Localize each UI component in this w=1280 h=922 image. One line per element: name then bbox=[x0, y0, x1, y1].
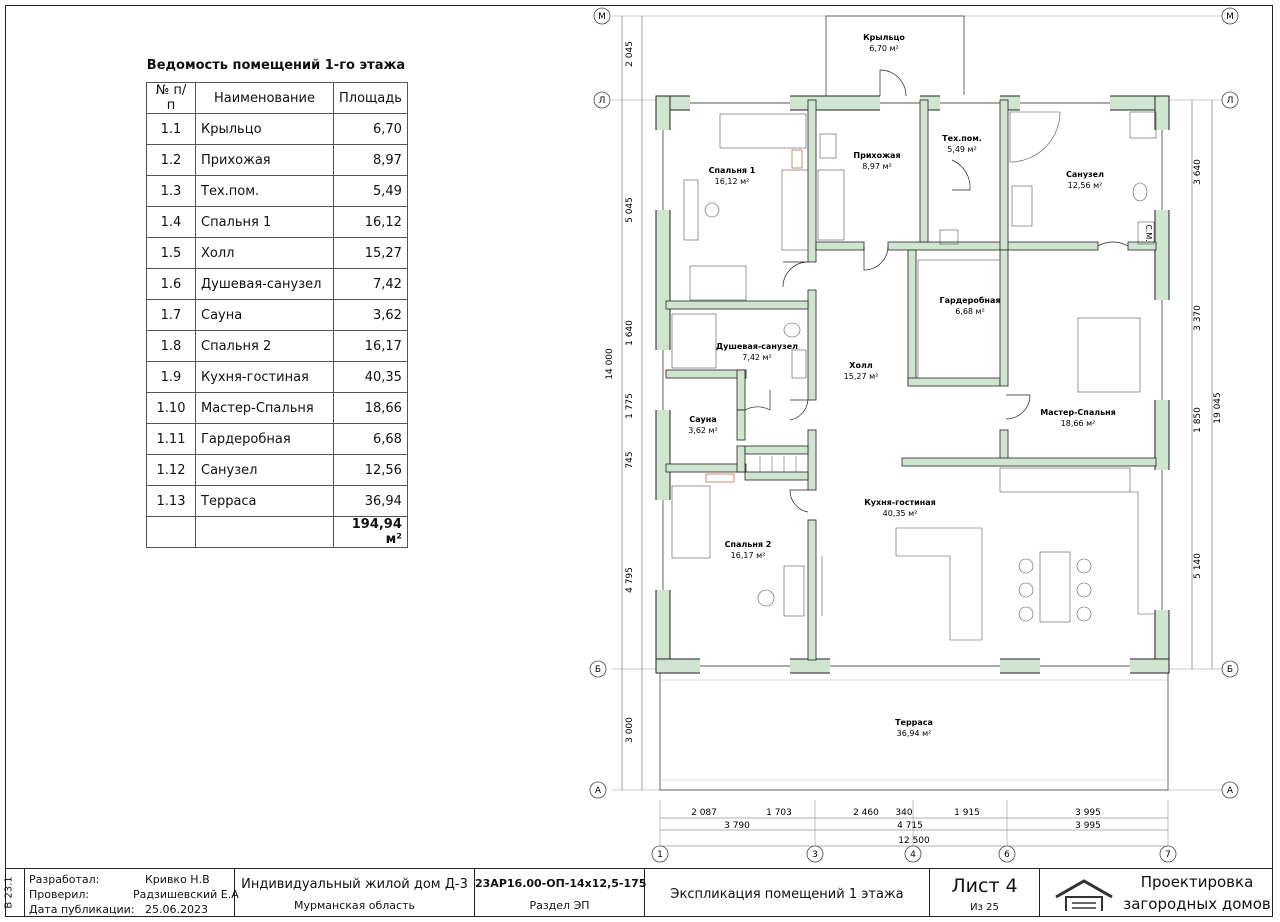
row-area: 15,27 bbox=[334, 238, 408, 269]
dim-right-total: 19 045 bbox=[1213, 392, 1223, 424]
dim-right-1: 3 640 bbox=[1193, 159, 1203, 185]
room-shower-area: 7,42 м² bbox=[742, 353, 772, 362]
header-area: Площадь bbox=[334, 83, 408, 114]
dim-left-5: 745 bbox=[625, 451, 635, 469]
bed-bedroom1 bbox=[720, 114, 806, 148]
bed-master bbox=[1078, 318, 1140, 392]
tb-label-developer: Разработал: bbox=[29, 873, 100, 886]
dim-left-6: 4 795 bbox=[625, 567, 635, 593]
row-name: Гардеробная bbox=[196, 424, 334, 455]
dim-bottom-7: 3 790 bbox=[724, 821, 750, 831]
room-sauna-name: Сауна bbox=[689, 415, 717, 424]
dim-bottom-2: 1 703 bbox=[766, 808, 792, 818]
tb-sheet-cell bbox=[930, 869, 1040, 917]
row-name: Душевая-санузел bbox=[196, 269, 334, 300]
chair-bedroom2 bbox=[758, 590, 774, 606]
door-shower bbox=[790, 400, 808, 420]
schedule-title: Ведомость помещений 1-го этажа bbox=[146, 58, 406, 73]
door-entrance bbox=[880, 70, 906, 96]
dim-bottom-4: 340 bbox=[895, 808, 913, 818]
axis-L-left: Л bbox=[598, 96, 606, 106]
row-area: 36,94 bbox=[334, 486, 408, 517]
room-terrace-name: Терраса bbox=[895, 718, 933, 727]
bed-bedroom2 bbox=[672, 486, 710, 558]
door-master bbox=[1006, 395, 1030, 419]
tb-sheet-title-cell bbox=[645, 869, 930, 917]
desk-bedroom1 bbox=[684, 180, 698, 240]
dim-right-4: 5 140 bbox=[1193, 553, 1203, 579]
tb-sheet-total: Из 25 bbox=[970, 902, 999, 913]
room-kitchen-name: Кухня-гостиная bbox=[864, 498, 936, 507]
row-number: 1.6 bbox=[147, 269, 196, 300]
dim-right-2: 3 370 bbox=[1193, 305, 1203, 331]
tb-region: Мурманская область bbox=[294, 899, 415, 912]
chair-bedroom1 bbox=[705, 203, 719, 217]
tb-project-cell bbox=[235, 869, 475, 917]
row-number: 1.2 bbox=[147, 145, 196, 176]
axis-6: 6 bbox=[1004, 850, 1010, 860]
room-bedroom1-area: 16,12 м² bbox=[714, 177, 750, 186]
tb-section: Раздел ЭП bbox=[529, 899, 590, 912]
dim-left-1: 2 045 bbox=[625, 41, 635, 67]
tb-firm-line2: загородных домов bbox=[1123, 895, 1271, 913]
total-area: 194,94 м² bbox=[334, 517, 408, 548]
row-area: 3,62 bbox=[334, 300, 408, 331]
shower-tray bbox=[672, 314, 716, 368]
row-name: Сауна bbox=[196, 300, 334, 331]
row-name: Холл bbox=[196, 238, 334, 269]
axis-A-left: А bbox=[594, 786, 602, 796]
shower-tray-bath bbox=[1130, 112, 1156, 138]
row-number: 1.8 bbox=[147, 331, 196, 362]
row-name: Спальня 1 bbox=[196, 207, 334, 238]
header-name: Наименование bbox=[196, 83, 334, 114]
room-master-name: Мастер-Спальня bbox=[1040, 408, 1116, 417]
row-number: 1.1 bbox=[147, 114, 196, 145]
tb-sheet-title: Экспликация помещений 1 этажа bbox=[670, 887, 904, 902]
radiators bbox=[706, 150, 802, 482]
room-master-area: 18,66 м² bbox=[1060, 419, 1096, 428]
tb-firm-line1: Проектировка bbox=[1140, 873, 1254, 891]
room-shower-name: Душевая-санузел bbox=[716, 342, 798, 351]
kitchen-counter bbox=[1000, 468, 1130, 492]
room-kitchen-area: 40,35 м² bbox=[882, 509, 918, 518]
tb-developer: Кривко Н.В bbox=[145, 873, 210, 886]
dim-bottom-9: 3 995 bbox=[1075, 821, 1101, 831]
row-area: 6,70 bbox=[334, 114, 408, 145]
door-hallway bbox=[864, 246, 888, 270]
dim-left-7: 3 000 bbox=[625, 717, 635, 743]
wardrobe-hallway bbox=[818, 170, 844, 240]
porch-outline bbox=[826, 16, 964, 100]
row-area: 16,17 bbox=[334, 331, 408, 362]
row-number: 1.10 bbox=[147, 393, 196, 424]
tb-label-date: Дата публикации: bbox=[29, 903, 135, 916]
axis-7: 7 bbox=[1165, 850, 1171, 860]
room-hall-name: Холл bbox=[849, 361, 873, 370]
row-name: Тех.пом. bbox=[196, 176, 334, 207]
wardrobe-bedroom1 bbox=[782, 170, 808, 250]
row-number: 1.12 bbox=[147, 455, 196, 486]
room-terrace-area: 36,94 м² bbox=[896, 729, 932, 738]
row-name: Кухня-гостиная bbox=[196, 362, 334, 393]
room-tech-name: Тех.пом. bbox=[942, 134, 982, 143]
dim-bottom-5: 1 915 bbox=[954, 808, 980, 818]
header-number: № п/п bbox=[147, 83, 196, 114]
double-sink bbox=[1012, 186, 1032, 226]
row-name: Санузел bbox=[196, 455, 334, 486]
washing-machine-label: С.М. bbox=[1144, 224, 1153, 242]
row-area: 6,68 bbox=[334, 424, 408, 455]
sink-shower bbox=[792, 350, 806, 378]
room-hall-area: 15,27 м² bbox=[843, 372, 879, 381]
axis-1: 1 bbox=[657, 850, 663, 860]
tb-people-cell bbox=[25, 869, 239, 917]
row-area: 5,49 bbox=[334, 176, 408, 207]
stairs bbox=[760, 456, 796, 472]
dim-bottom-3: 2 460 bbox=[853, 808, 879, 818]
axis-3: 3 bbox=[812, 850, 818, 860]
room-wardrobe-name: Гардеробная bbox=[939, 296, 1001, 305]
row-number: 1.5 bbox=[147, 238, 196, 269]
row-name: Терраса bbox=[196, 486, 334, 517]
dim-bottom-6: 3 995 bbox=[1075, 808, 1101, 818]
room-bath-area: 12,56 м² bbox=[1067, 181, 1103, 190]
title-block bbox=[5, 868, 1273, 917]
cabinet-hallway bbox=[820, 134, 836, 158]
axis-A-right: А bbox=[1226, 786, 1234, 796]
room-bedroom2-area: 16,17 м² bbox=[730, 551, 766, 560]
tb-code-block bbox=[475, 869, 645, 917]
corner-sofa bbox=[896, 528, 982, 640]
tb-sheet-number: Лист 4 bbox=[951, 875, 1018, 897]
room-sauna-area: 3,62 м² bbox=[688, 426, 718, 435]
dim-left-2: 5 045 bbox=[625, 197, 635, 223]
axis-4: 4 bbox=[910, 850, 916, 860]
room-bedroom1-name: Спальня 1 bbox=[708, 166, 756, 175]
row-number: 1.4 bbox=[147, 207, 196, 238]
axis-B-left: Б bbox=[594, 665, 602, 675]
door-sauna bbox=[745, 390, 770, 410]
axis-M-right: М bbox=[1226, 12, 1234, 22]
room-porch-name: Крыльцо bbox=[863, 33, 905, 42]
row-number: 1.13 bbox=[147, 486, 196, 517]
door-bath bbox=[1098, 242, 1128, 246]
tb-label-checker: Проверил: bbox=[29, 888, 90, 901]
house-logo-icon bbox=[1054, 877, 1116, 913]
row-area: 8,97 bbox=[334, 145, 408, 176]
toilet-shower bbox=[784, 323, 800, 337]
axis-B-right: Б bbox=[1226, 665, 1234, 675]
door-tech bbox=[952, 160, 970, 190]
row-area: 40,35 bbox=[334, 362, 408, 393]
row-area: 12,56 bbox=[334, 455, 408, 486]
dim-left-4: 1 775 bbox=[625, 393, 635, 419]
room-bedroom2-name: Спальня 2 bbox=[724, 540, 772, 549]
room-porch-area: 6,70 м² bbox=[869, 44, 899, 53]
room-bath-name: Санузел bbox=[1066, 170, 1104, 179]
row-number: 1.11 bbox=[147, 424, 196, 455]
door-bedroom2 bbox=[790, 490, 808, 512]
tb-code-cell bbox=[5, 869, 25, 917]
bathtub bbox=[1010, 112, 1060, 162]
room-wardrobe-area: 6,68 м² bbox=[955, 307, 985, 316]
dim-bottom-1: 2 087 bbox=[691, 808, 717, 818]
sofa-bedroom1 bbox=[690, 266, 746, 300]
row-name: Крыльцо bbox=[196, 114, 334, 145]
row-area: 16,12 bbox=[334, 207, 408, 238]
tb-checker: Радзишевский Е.А bbox=[133, 888, 239, 901]
wardrobe-shelving bbox=[918, 260, 1000, 378]
axis-L-right: Л bbox=[1226, 96, 1234, 106]
row-number: 1.7 bbox=[147, 300, 196, 331]
dim-bottom-total: 12 500 bbox=[898, 836, 930, 846]
axis-M-left: М bbox=[598, 12, 606, 22]
row-number: 1.9 bbox=[147, 362, 196, 393]
row-name: Спальня 2 bbox=[196, 331, 334, 362]
row-name: Прихожая bbox=[196, 145, 334, 176]
door-bedroom1 bbox=[783, 262, 808, 287]
tb-project: Индивидуальный жилой дом Д-3 bbox=[241, 877, 468, 892]
tb-firm-cell bbox=[1040, 869, 1273, 917]
row-number: 1.3 bbox=[147, 176, 196, 207]
dim-bottom-8: 4 715 bbox=[897, 821, 923, 831]
dining-table bbox=[1040, 552, 1070, 622]
toilet-bath bbox=[1133, 183, 1147, 201]
room-hallway-name: Прихожая bbox=[853, 151, 901, 160]
room-tech-area: 5,49 м² bbox=[947, 145, 977, 154]
tb-doc-code: 23АР16.00-ОП-14х12,5-175 bbox=[475, 877, 647, 890]
tb-vertical-code: В 23.1 bbox=[3, 876, 15, 909]
kitchen-counter-side bbox=[1130, 492, 1156, 614]
dim-right-3: 1 850 bbox=[1193, 407, 1203, 433]
row-area: 18,66 bbox=[334, 393, 408, 424]
row-name: Мастер-Спальня bbox=[196, 393, 334, 424]
desk-bedroom2 bbox=[784, 566, 804, 616]
dim-left-total: 14 000 bbox=[605, 348, 615, 380]
dim-left-3: 1 640 bbox=[625, 320, 635, 346]
tb-date: 25.06.2023 bbox=[145, 903, 208, 916]
room-hallway-area: 8,97 м² bbox=[862, 162, 892, 171]
row-area: 7,42 bbox=[334, 269, 408, 300]
